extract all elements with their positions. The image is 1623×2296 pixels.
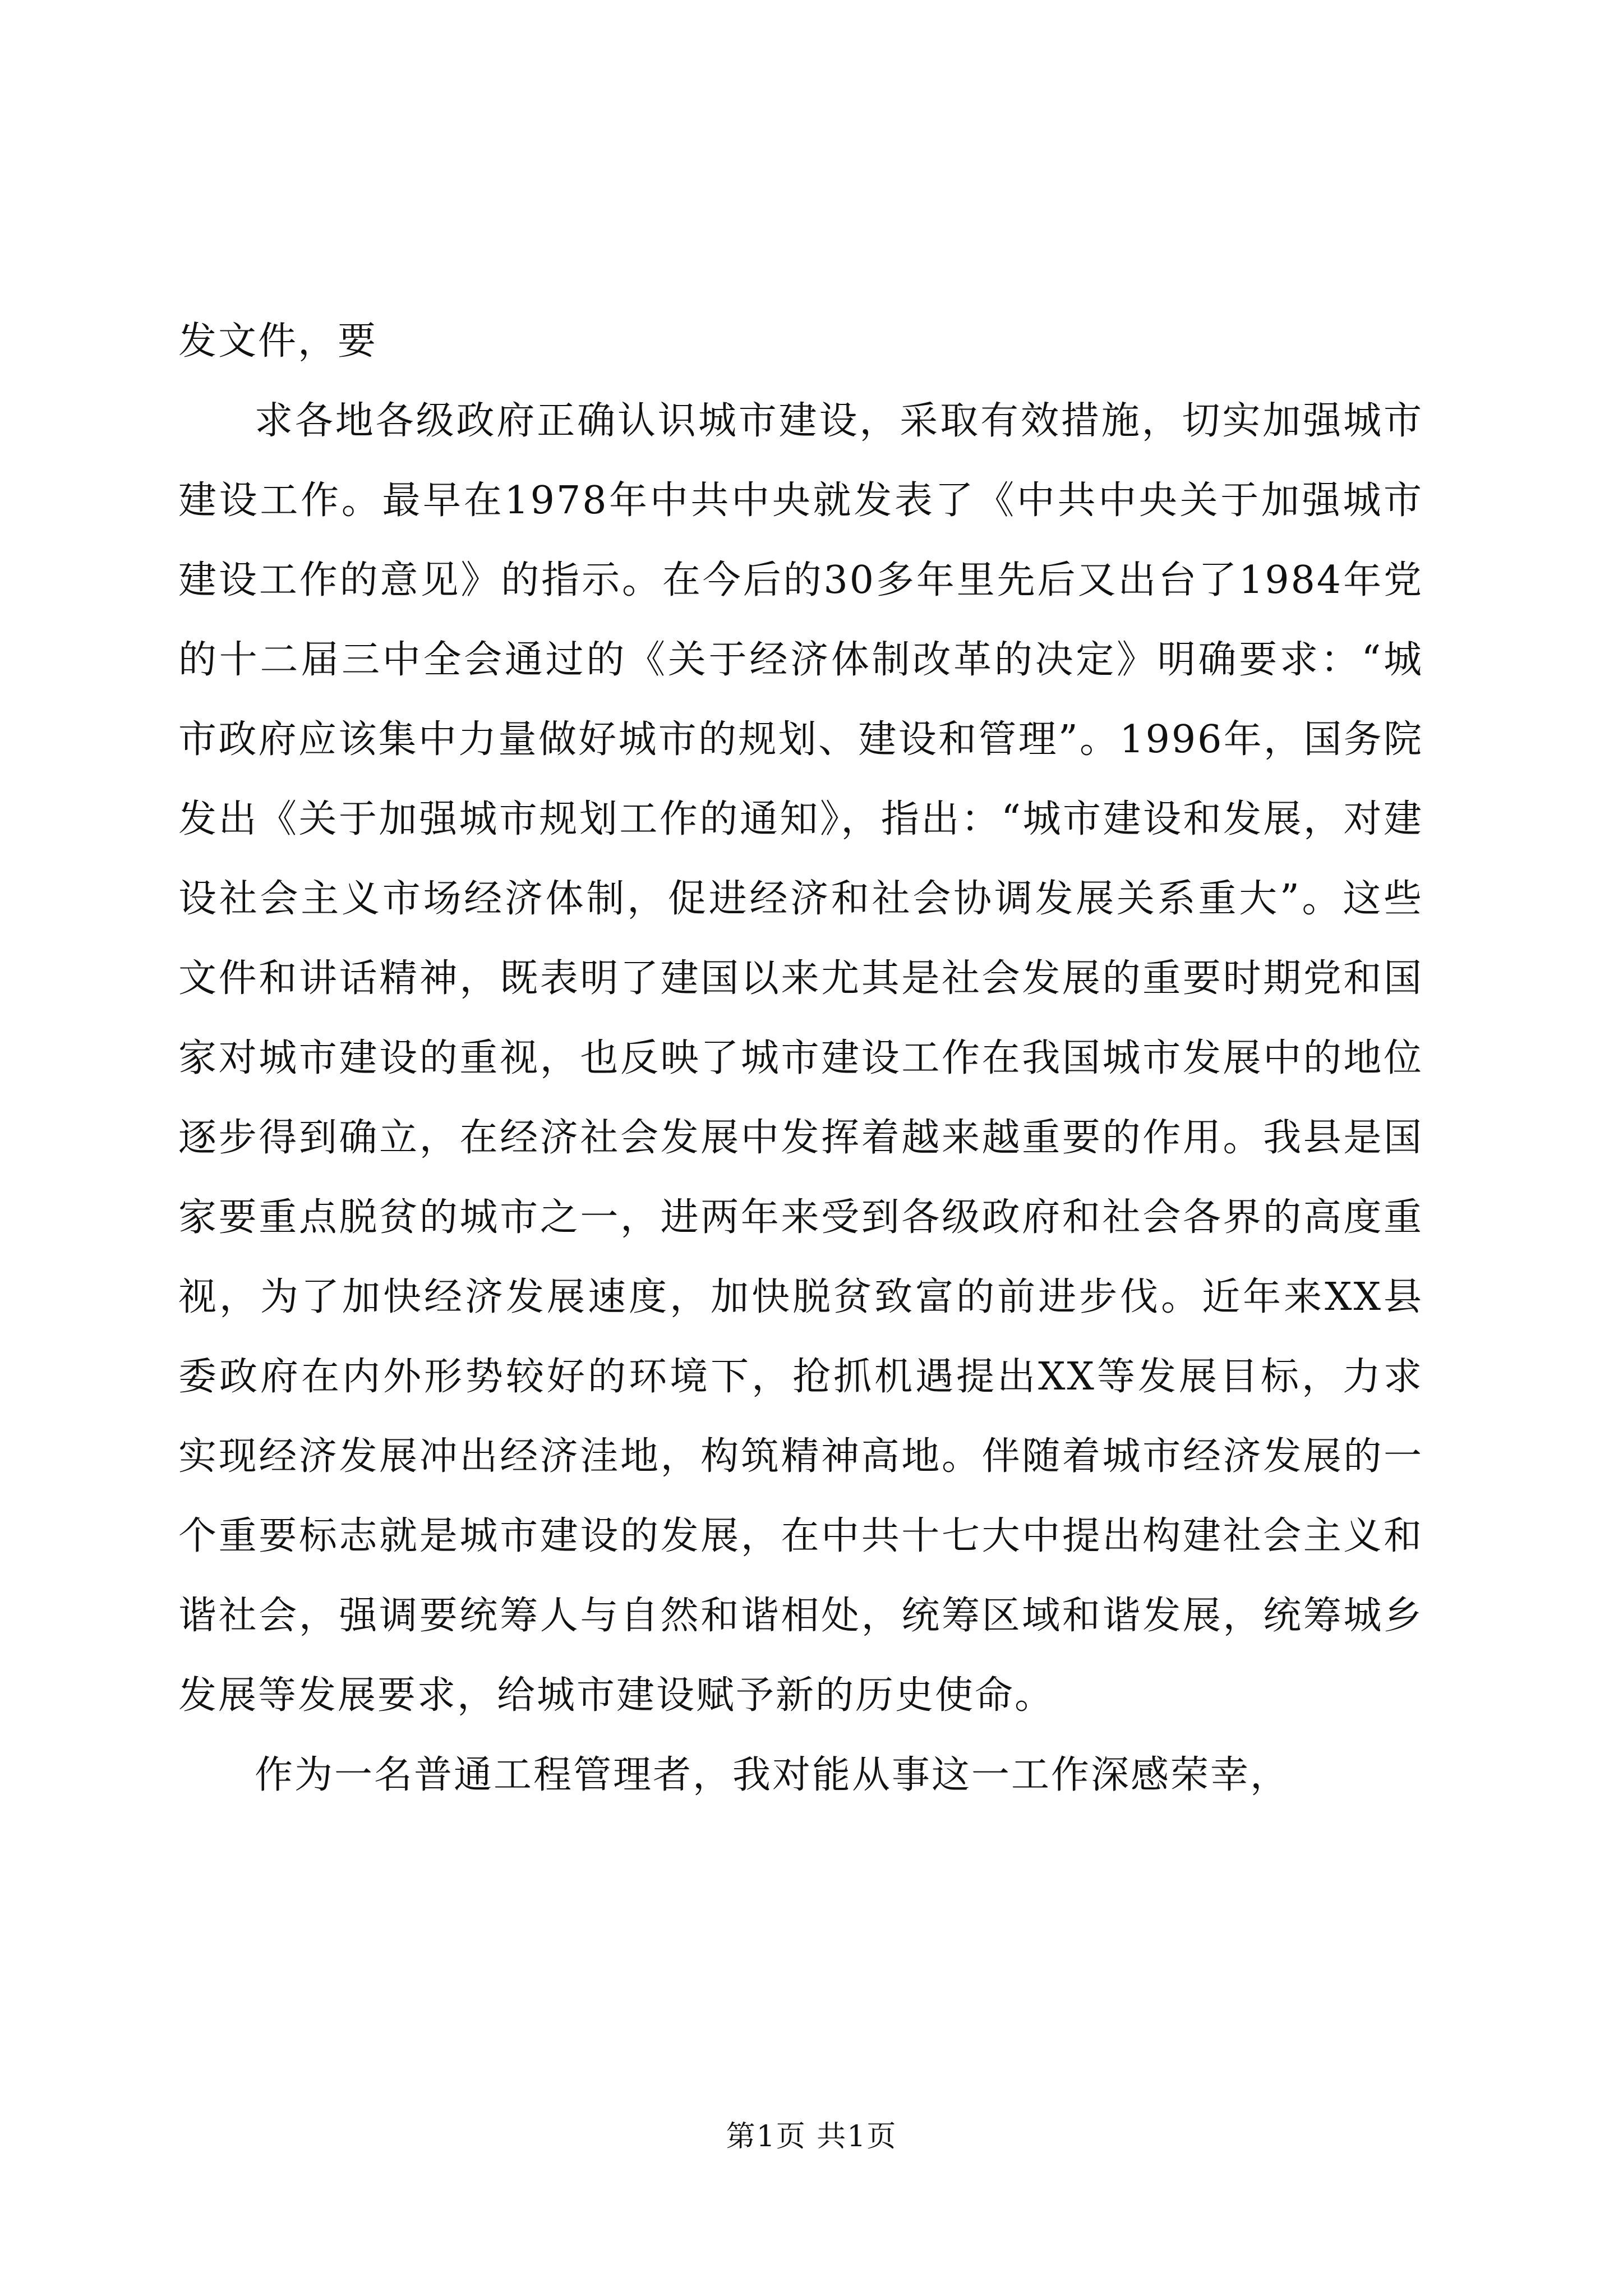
document-body [178, 302, 1423, 1815]
paragraph-continuation: 发文件，要 [178, 319, 378, 364]
paragraph-engineering-manager: 作为一名普通工程管理者，我对能从事这一工作深感荣幸， [255, 1753, 1290, 1797]
page-number-footer: 第1页 共1页 [726, 2120, 897, 2154]
paragraph-city-construction: 求各地各级政府正确认识城市建设，采取有效措施，切实加强城市建设工作。最早在1978年中共中央就发表了《中共中央关于加强城市建设工作的意见》的指示。在今后的30多年里先后又出台了1984年党的十二届三中全会通过的《关于经济体制改革的决定》明确要求：“城市政府应该集中力量做好城市的规划、建设和管理”。1996年，国务院发出《关于加强城市规划工作的通知》，指出：“城市建设和发展，对建设社会主义市场经济体制，促进经济和社会协调发展关系重大”。这些文件和讲话精神，既表明了建国以来尤其是社会发展的重要时期党和国家对城市建设的重视，也反映了城市建设工作在我国城市发展中的地位逐步得到确立，在经济社会发展中发挥着越来越重要的作用。我县是国家要重点脱贫的城市之一，进两年来受到各级政府和社会各界的高度重视，为了加快经济发展速度，加快脱贫致富的前进步伐。近年来XX县委政府在内外形势较好的环境下，抢抓机遇提出XX等发展目标，力求实现经济发展冲出经济洼地，构筑精神高地。伴随着城市经济发展的一个重要标志就是城市建设的发展，在中共十七大中提出构建社会主义和谐社会，强调要统筹人与自然和谐相处，统筹区域和谐发展，统筹城乡发展等发展要求，给城市建设赋予新的历史使命。 [178, 399, 1423, 1718]
